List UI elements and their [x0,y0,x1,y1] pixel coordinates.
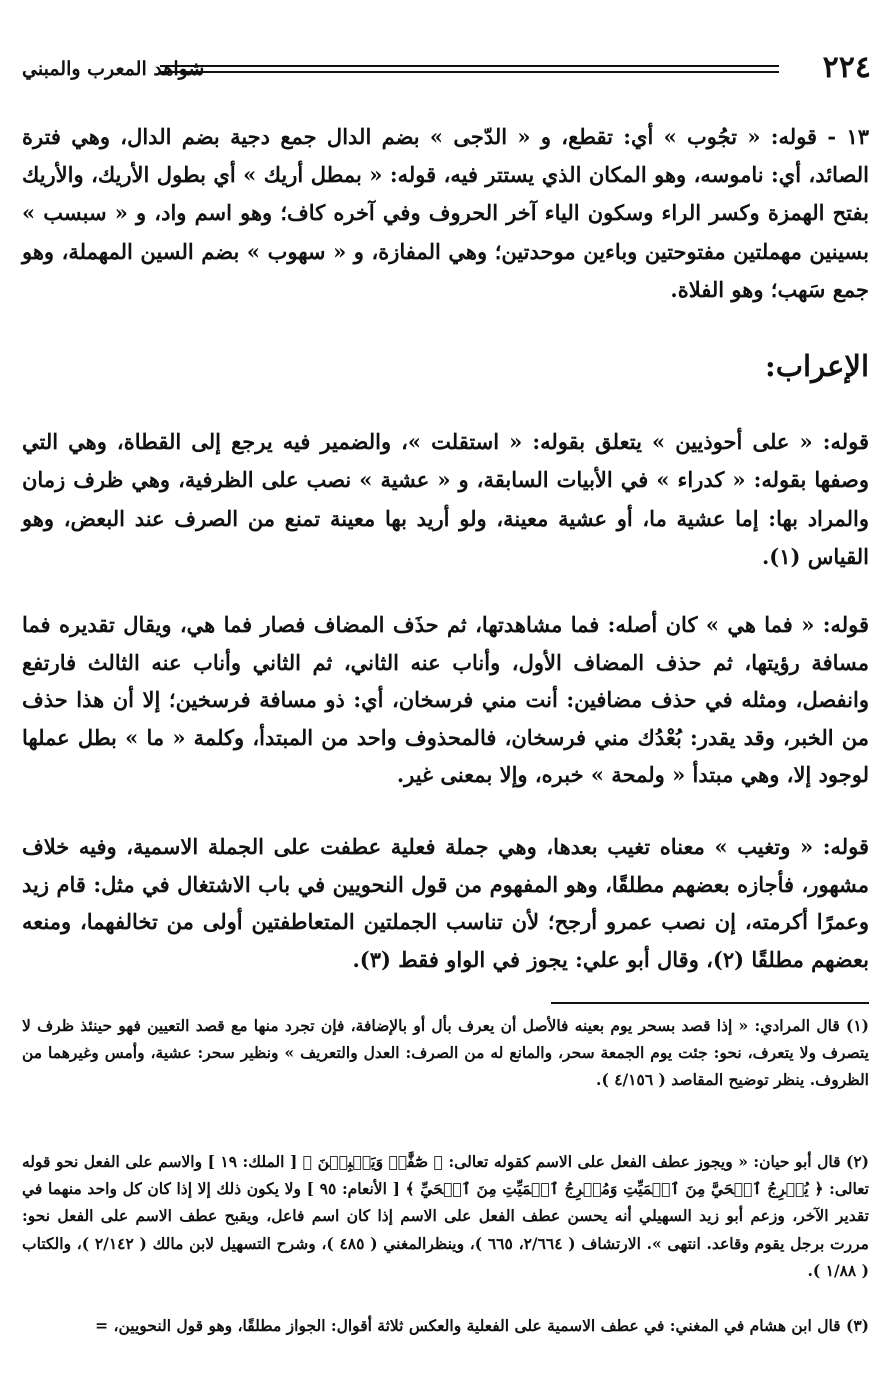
commentary-13 [22,118,869,346]
paragraph-fama-hiya: قوله: « فما هي » كان أصله: فما مشاهدتها، ثم حذَف المضاف فصار فما هي، ويقال تقديره فما مسافة رؤيتها، ثم حذف المضاف الأول، وأناب عنه الثاني، ثم الثاني وأناب عنه الثالث فارتفع وانفصل، ومثله في حذف مضافين: أنت مني فرسخان، أي: ذو مسافة فرسخين؛ إلا أن هذا حذف من الخبر، وقد يقدر: بُعْدُك مني فرسخان، فالمحذوف واحد من المبتدأ، وكلمة « ما » بطل عملها لوجود إلا، وهي مبتدأ « ولمحة » خبره، وإلا بمعنى غير. [22,612,869,788]
footnote-1: (١) قال المرادي: « إذا قصد بسحر يوم بعينه فالأصل أن يعرف بأل أو بالإضافة، فإن تجرد منها مع قصد التعيين فهو حينئذ ظرف لا يتصرف ولا يتعرف، نحو: جئت يوم الجمعة سحر، والمانع له من الصرف: العدل والتعريف » ونظير سحر: عشية، وأمس وغيرهما من الظروف. ينظر توضيح المقاصد ( ٤/١٥٦ ). [22,1016,869,1090]
paragraph-wa-taghib: قوله: « وتغيب » معناه تغيب بعدها، وهي جملة فعلية عطفت على الجملة الاسمية، وفيه خلاف مشهور، فأجازه بعضهم مطلقًا، وهو المفهوم من قول النحويين في باب الاشتغال في مثل: قام زيد وعمرًا أكرمته، إن نصب عمرو أرجح؛ لأن تناسب الجملتين المتعاطفتين أولى من تخالفهما، ومنعه بعضهم مطلقًا (٢)، وقال أبو علي: يجوز في الواو فقط (٣). [22,834,869,972]
footnote-separator [551,1002,869,1004]
footnotes [22,1012,869,1339]
footnote-2: (٢) قال أبو حيان: « ويجوز عطف الفعل على الاسم كقوله تعالى: ﴿ صَٰٓفَّٰتٖ وَيَقۡبِضۡنَ ﴾ [ الملك: ١٩ ] والاسم على الفعل نحو قوله تعالى: ﴿ يُخۡرِجُ ٱلۡحَيَّ مِنَ ٱلۡمَيِّتِ وَمُخۡرِجُ ٱلۡمَيِّتِ مِنَ ٱلۡحَيِّ ﴾ [ الأنعام: ٩٥ ] ولا يكون ذلك إلا إذا كان كل واحد منهما في تقدير الآخر، وزعم أبو زيد السهيلي أنه يحسن عطف الفعل على الاسم إذا كان اسم فاعل، ويقبح عطف الاسم على الفعل نحو: مررت برجل يقوم وقاعد. انتهى ». الارتشاف ( ٢/٦٦٤، ٦٦٥ )، وينظرالمغني ( ٤٨٥ )، وشرح التسهيل لابن مالك ( ٢/١٤٢ )، والكتاب ( ١/٨٨ ). [22,1152,869,1280]
running-header [22,50,871,90]
paragraph-13: ١٣ - قوله: « تجُوب » أي: تقطع، و « الدّجى » بضم الدال جمع دجية بضم الدال، وهي فترة الصائد، أي: ناموسه، وهو المكان الذي يستتر فيه، قوله: « بمطل أريك » أي بطول الأريك، والأريك بفتح الهمزة وكسر الراء وسكون الياء آخر الحروف وفي آخره كاف؛ وهو اسم واد، و « سبسب » بسينين مهملتين مفتوحتين وباءين موحدتين؛ وهي المفازة، و « سهوب » بضم السين المهملة، وهو جمع سَهب؛ وهو الفلاة. [22,124,869,302]
book-title: شواهد المعرب والمبني [22,58,205,80]
section-heading-irab: الإعراب: [765,349,869,383]
footnote-3: (٣) قال ابن هشام في المغني: في عطف الاسمية على الفعلية والعكس ثلاثة أقوال: الجواز مطلقًا، وهو قول النحويين، = [95,1316,869,1335]
page-number: ٢٢٤ [822,50,871,85]
header-rule [160,65,779,73]
paragraph-ala-ahwadhiyayn: قوله: « على أحوذيين » يتعلق بقوله: « استقلت »، والضمير فيه يرجع إلى القطاة، وهي التي وصفها بقوله: « كدراء » في الأبيات السابقة، و « عشية » نصب على الظرفية، وهي ظرف زمان والمراد بها: إما عشية ما، أو عشية معينة، ولو أريد بها معينة تمنع من الصرف عند البعض، وهو القياس (١). [22,429,869,569]
